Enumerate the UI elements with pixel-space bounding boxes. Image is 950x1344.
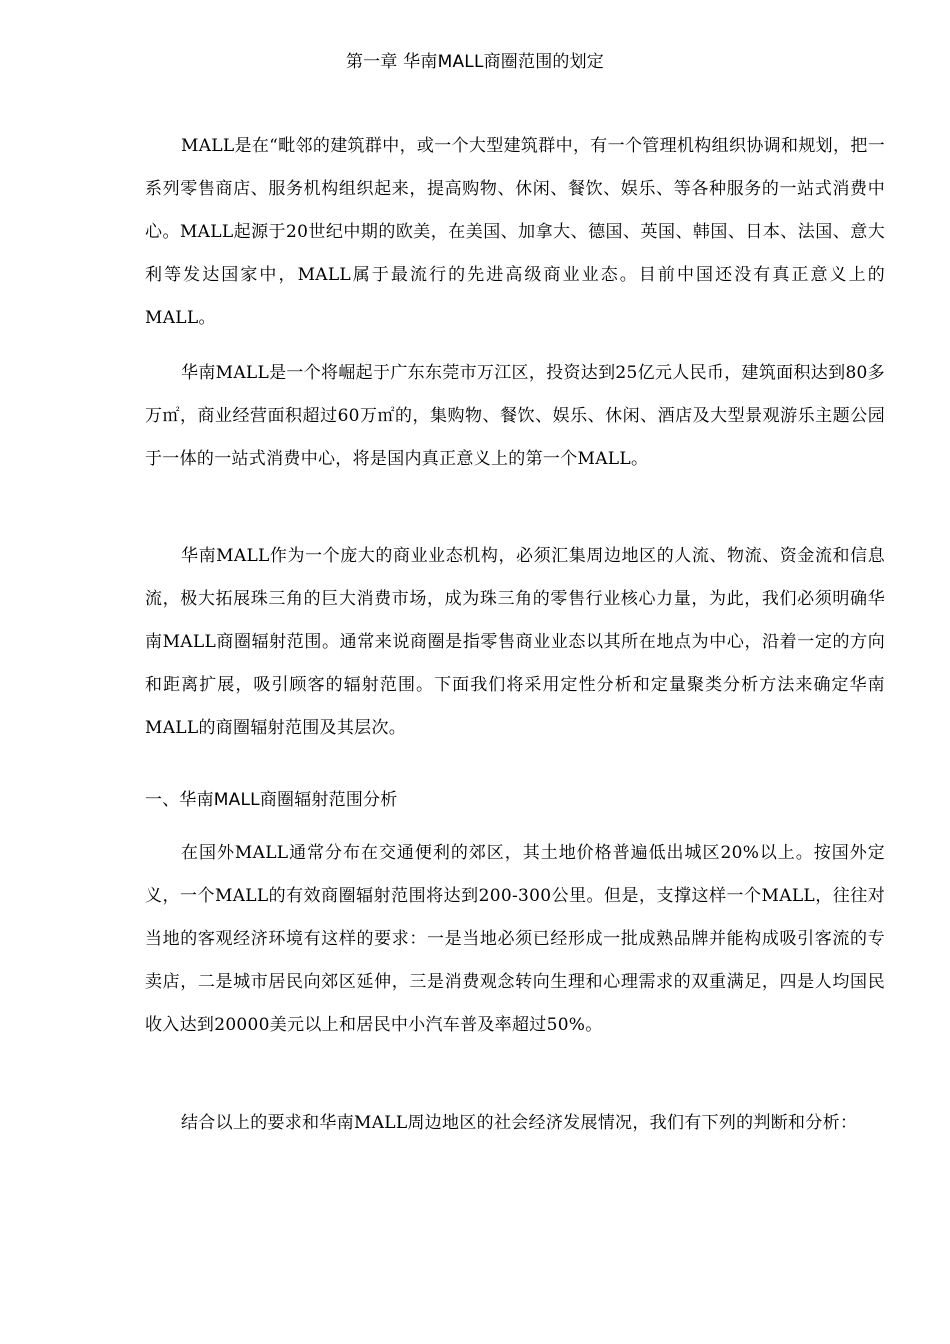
section-paragraph-analysis: 结合以上的要求和华南MALL周边地区的社会经济发展情况，我们有下列的判断和分析： — [181, 1113, 858, 1133]
intro-paragraph-trade-area: 华南MALL作为一个庞大的商业业态机构，必须汇集周边地区的人流、物流、资金流和信息流，极大拓展珠三角的巨大消费市场，成为珠三角的零售行业核心力量，为此，我们必须明确华南MALL商圈辐射范围。通常来说商圈是指零售商业业态以其所在地点为中心，沿着一定的方向和距离扩展，吸引顾客的辐射范围。下面我们将采用定性分析和定量聚类分析方法来确定华南MALL的商圈辐射范围及其层次。 — [145, 546, 885, 738]
section-paragraph-foreign-mall: 在国外MALL通常分布在交通便利的郊区，其土地价格普遍低出城区20%以上。按国外定义，一个MALL的有效商圈辐射范围将达到200-300公里。但是，支撑这样一个MALL，往往对当地的客观经济环境有这样的要求：一是当地必须已经形成一批成熟品牌并能构成吸引客流的专卖店，二是城市居民向郊区延伸，三是消费观念转向生理和心理需求的双重满足，四是人均国民收入达到20000美元以上和居民中小汽车普及率超过50%。 — [145, 843, 885, 1035]
intro-paragraph-mall-definition: MALL是在“毗邻的建筑群中，或一个大型建筑群中，有一个管理机构组织协调和规划，把一系列零售商店、服务机构组织起来，提高购物、休闲、餐饮、娱乐、等各种服务的一站式消费中心。MALL起源于20世纪中期的欧美，在美国、加拿大、德国、英国、韩国、日本、法国、意大利等发达国家中，MALL属于最流行的先进高级商业业态。目前中国还没有真正意义上的MALL。 — [145, 136, 885, 328]
chapter-title: 第一章 华南MALL商圈范围的划定 — [345, 52, 605, 72]
section-heading: 一、华南MALL商圈辐射范围分析 — [145, 790, 398, 810]
intro-paragraph-huanan-mall: 华南MALL是一个将崛起于广东东莞市万江区，投资达到25亿元人民币，建筑面积达到80多万㎡，商业经营面积超过60万㎡的，集购物、餐饮、娱乐、休闲、酒店及大型景观游乐主题公园于一体的一站式消费中心，将是国内真正意义上的第一个MALL。 — [145, 363, 885, 469]
